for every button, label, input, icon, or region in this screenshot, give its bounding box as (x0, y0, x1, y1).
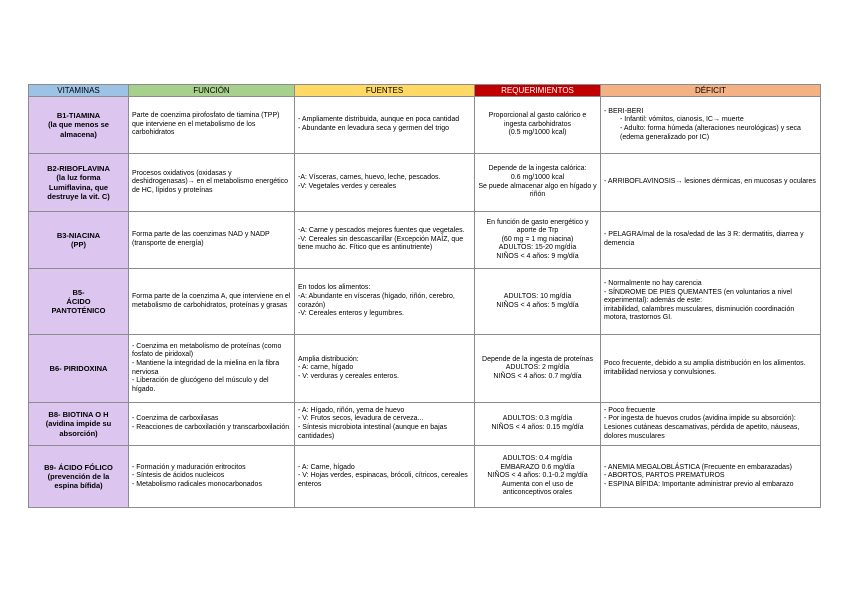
cell-line: En función de gasto energético y aporte de Trp (486, 218, 589, 235)
table-row (29, 446, 821, 508)
cell-line: - V: verduras y cereales enteros. (298, 372, 399, 380)
cell-requerimientos (475, 403, 601, 446)
cell-deficit (601, 446, 821, 508)
cell-line: Depende de la ingesta calórica: (488, 165, 587, 173)
cell-line: - Liberación de glucógeno del músculo y del hígado. (132, 377, 269, 393)
cell-line: - Coenzima de carboxilasas (132, 415, 219, 423)
cell-line: irritabilidad, calambres musculares, disminución coordinación motora, trastornos GI. (604, 305, 795, 322)
cell-funcion (129, 212, 295, 269)
cell-fuentes (295, 97, 475, 154)
cell-deficit (601, 212, 821, 269)
cell-line: NIÑOS < 4 años: 0.15 mg/día (491, 424, 584, 431)
cell-vitamina (29, 446, 129, 508)
cell-line: - Infantil: vómitos, cianosis, IC→ muerte (620, 116, 744, 124)
cell-line: Amplia distribución: (298, 355, 359, 363)
table-row (29, 335, 821, 403)
cell-line: - Mantiene la integridad de la mielina en la fibra nerviosa (132, 359, 280, 376)
header-vitaminas: VITAMINAS (29, 85, 129, 97)
cell-fuentes (295, 154, 475, 212)
cell-line: NIÑOS < 4 años: 0.7 mg/día (493, 372, 582, 380)
cell-line: - BERI-BERI (604, 107, 644, 115)
cell-funcion (129, 403, 295, 446)
cell-line: - A: carne, hígado (298, 364, 354, 372)
cell-funcion (129, 97, 295, 154)
cell-line: (PP) (71, 240, 86, 249)
table-row (29, 403, 821, 446)
cell-line: espina bífida) (54, 481, 103, 491)
cell-line: - Poco frecuente (604, 406, 656, 414)
cell-vitamina (29, 403, 129, 446)
cell-deficit (601, 97, 821, 154)
cell-line: - ANEMIA MEGALOBLÁSTICA (Frecuente en embarazadas) (604, 463, 792, 471)
cell-deficit (601, 403, 821, 446)
table-row (29, 212, 821, 269)
cell-line: ADULTOS: 2 mg/día (505, 364, 570, 372)
header-fuentes: FUENTES (295, 85, 475, 97)
cell-line: -V: Cereales sin descascarillar (Excepción MAÍZ, que tiene mucho ác. Fítico que es antinutriente) (298, 235, 464, 252)
cell-line: B5- (72, 287, 85, 297)
cell-requerimientos (475, 154, 601, 212)
cell-funcion (129, 269, 295, 335)
cell-requerimientos (475, 446, 601, 508)
cell-line: -V: Vegetales verdes y cereales (298, 182, 397, 190)
cell-line: - Formación y maduración eritrocitos (132, 463, 246, 471)
cell-line: irritabilidad nerviosa y convulsiones. (604, 368, 717, 376)
cell-line: PANTOTÉNICO (51, 306, 106, 316)
cell-line: - V: Hojas verdes, espinacas, brócoli, cítricos, cereales enteros (298, 472, 468, 488)
cell-line: NIÑOS < 4 años: 0.1-0.2 mg/día (487, 472, 588, 480)
cell-line: (0.5 mg/1000 kcal) (508, 129, 567, 137)
cell-line: Parte de coenzima pirofosfato de tiamina (TPP) que interviene en el metabolismo de los carbohidratos (132, 112, 280, 137)
cell-line: destruye la vit. C) (47, 191, 110, 201)
cell-line: Proporcional al gasto calórico e ingesta carbohidratos (488, 112, 587, 128)
cell-line: - Síntesis de ácidos nucleicos (132, 472, 225, 480)
cell-line: (prevención de la (47, 471, 110, 481)
cell-requerimientos (475, 212, 601, 269)
cell-line: Procesos oxidativos (oxidasas y deshidrogenasas)→ en el metabolismo energético de HC, lípidos y proteínas (132, 169, 289, 194)
cell-line: Lumiflavina, que (48, 182, 109, 192)
cell-line: Forma parte de la coenzima A, que interviene en el metabolismo de carbohidratos, proteínas y grasas (132, 292, 291, 309)
cell-line: B8- BIOTINA O H (48, 410, 109, 420)
cell-line: (la luz forma (56, 173, 101, 183)
cell-line: EMBARAZO 0.6 mg/día (500, 463, 575, 471)
cell-line: almacena) (60, 129, 97, 139)
cell-line: - Adulto: forma húmeda (alteraciones neurológicas) y seca (edema generalizado por IC) (620, 125, 801, 141)
cell-line: - Reacciones de carboxilación y transcarboxilación (132, 424, 290, 431)
cell-line: NIÑOS < 4 años: 5 mg/día (496, 301, 579, 309)
cell-line: - Ampliamente distribuida, aunque en poca cantidad (298, 116, 460, 124)
cell-line: - A: Hígado, riñón, yema de huevo (298, 406, 405, 414)
cell-line: NIÑOS < 4 años: 9 mg/día (496, 252, 579, 260)
cell-funcion (129, 446, 295, 508)
cell-fuentes (295, 446, 475, 508)
table-row (29, 154, 821, 212)
cell-fuentes (295, 403, 475, 446)
cell-line: - ESPINA BÍFIDA: Importante administrar previo al embarazo (604, 480, 794, 488)
cell-line: - Por ingesta de huevos crudos (avidina impide su absorción): Lesiones cutáneas descamativas, pérdida de apetito, náuseas, dolores musculares (604, 415, 800, 440)
cell-line: - Normalmente no hay carencia (604, 280, 702, 288)
header-row (29, 85, 821, 97)
cell-vitamina (29, 97, 129, 154)
vitamins-table (28, 84, 821, 508)
cell-line: En todos los alimentos: (298, 284, 371, 292)
cell-line: ADULTOS: 10 mg/día (503, 292, 572, 300)
cell-line: ÁCIDO (66, 296, 91, 306)
cell-line: (60 mg = 1 mg niacina) (501, 235, 574, 243)
cell-line: ADULTOS: 0.4 mg/día (502, 455, 573, 463)
cell-line: - Abundante en levadura seca y germen del trigo (298, 125, 449, 132)
cell-vitamina (29, 154, 129, 212)
cell-line: B1-TIAMINA (56, 111, 101, 121)
header-funcion: FUNCIÓN (129, 85, 295, 97)
cell-line: - Metabolismo radicales monocarbonados (132, 480, 262, 488)
cell-fuentes (295, 335, 475, 403)
table-body (29, 97, 821, 508)
cell-funcion (129, 154, 295, 212)
cell-line: - V: Frutos secos, levadura de cerveza... (298, 415, 424, 423)
table-row (29, 97, 821, 154)
cell-line: ADULTOS: 0.3 mg/día (502, 415, 573, 423)
cell-line: -A: Vísceras, carnes, huevo, leche, pescados. (298, 173, 441, 181)
cell-line: Poco frecuente, debido a su amplia distribución en los alimentos. (604, 359, 806, 367)
cell-line: - SÍNDROME DE PIES QUEMANTES (en voluntarios a nivel experimental): además de este: (604, 288, 792, 305)
cell-fuentes (295, 212, 475, 269)
cell-funcion (129, 335, 295, 403)
cell-line: B9- ÁCIDO FÓLICO (44, 462, 113, 472)
cell-line: B6- PIRIDOXINA (49, 363, 108, 373)
cell-line: B2-RIBOFLAVINA (47, 164, 110, 174)
cell-line: - ARRIBOFLAVINOSIS→ lesiones dérmicas, en mucosas y oculares (604, 178, 816, 186)
cell-line: -A: Carne y pescados mejores fuentes que vegetales. (298, 227, 465, 235)
cell-line: - A: Carne, hígado (298, 463, 355, 471)
cell-line: Depende de la ingesta de proteínas (482, 355, 593, 363)
cell-line: Forma parte de las coenzimas NAD y NADP (transporte de energía) (132, 231, 270, 247)
cell-line: - Síntesis microbiota intestinal (aunque en bajas cantidades) (298, 424, 448, 440)
cell-vitamina (29, 212, 129, 269)
table-row (29, 269, 821, 335)
cell-line: Se puede almacenar algo en hígado y riñón (478, 182, 597, 199)
cell-line: - Coenzima en metabolismo de proteínas (como fosfato de piridoxal) (132, 342, 282, 359)
header-requerimientos: REQUERIMIENTOS (475, 85, 601, 97)
cell-vitamina (29, 269, 129, 335)
cell-requerimientos (475, 335, 601, 403)
cell-requerimientos (475, 269, 601, 335)
cell-deficit (601, 335, 821, 403)
cell-line: absorción) (59, 428, 98, 438)
cell-line: B3-NIACINA (56, 230, 101, 240)
cell-deficit (601, 154, 821, 212)
cell-deficit (601, 269, 821, 335)
cell-line: - PELAGRA/mal de la rosa/edad de las 3 R: dermatitis, diarrea y demencia (604, 231, 804, 247)
cell-line: (avidina impide su (45, 419, 112, 429)
header-deficit: DÉFICIT (601, 85, 821, 97)
cell-line: - ABORTOS, PARTOS PREMATUROS (604, 472, 725, 480)
cell-fuentes (295, 269, 475, 335)
cell-vitamina (29, 335, 129, 403)
cell-line: 0.6 mg/1000 kcal (510, 173, 565, 181)
cell-requerimientos (475, 97, 601, 154)
cell-line: Aumenta con el uso de anticonceptivos orales (501, 480, 574, 497)
cell-line: -A: Abundante en vísceras (hígado, riñón, cerebro, corazón) (298, 292, 455, 309)
cell-line: -V: Cereales enteros y legumbres. (298, 310, 404, 318)
cell-line: (la que menos se (48, 120, 109, 130)
cell-line: ADULTOS: 15-20 mg/día (498, 244, 577, 252)
